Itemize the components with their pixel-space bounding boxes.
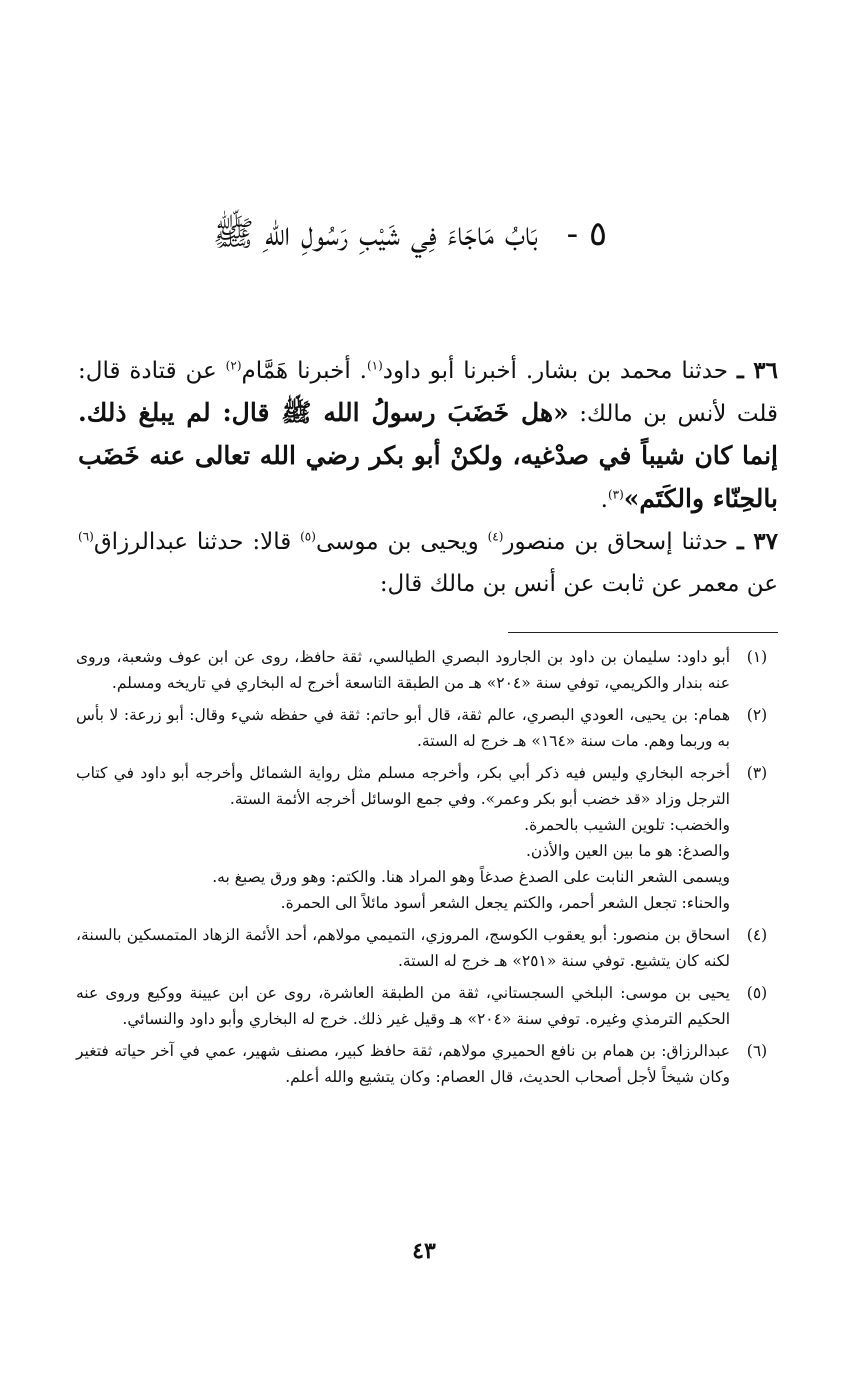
footnote-text bbox=[76, 644, 730, 696]
footnote-text bbox=[76, 760, 730, 916]
footnote-ref: (٤) bbox=[487, 529, 504, 544]
footnote-divider bbox=[508, 632, 778, 633]
page-number: ٤٣ bbox=[412, 1238, 436, 1264]
isnad-text: عن معمر عن ثابت عن أنس بن مالك قال: bbox=[379, 571, 778, 597]
footnote-number: (٣) bbox=[746, 764, 768, 782]
isnad-text: عن قتادة قال: قلت لأنس بن مالك: bbox=[78, 358, 779, 427]
footnote-line: أخرجه البخاري وليس فيه ذكر أبي بكر، وأخرجه مسلم مثل رواية الشمائل وأخرجه أبو داود في كتاب الترجل وزاد «قد خضب أبو بكر وعمر». وفي جمع الوسائل أخرجه الأئمة الستة. bbox=[76, 764, 730, 808]
footnote-ref: (١) bbox=[366, 358, 383, 373]
footnote-line: همام: بن يحيى، العودي البصري، عالم ثقة، قال أبو حاتم: ثقة في حفظه شيء وقال: أبو زرعة: لا بأس به وربما وهم. مات سنة «١٦٤» هـ خرج له الستة. bbox=[76, 706, 730, 750]
footnote-ref: (٦) bbox=[78, 529, 94, 544]
footnote-line: والخضب: تلوين الشيب بالحمرة. bbox=[524, 816, 730, 834]
hadith-number: ٣٦ ـ bbox=[736, 357, 779, 384]
chapter-heading bbox=[150, 208, 670, 260]
footnote-text bbox=[76, 702, 730, 754]
footnote-number: (٢) bbox=[746, 706, 768, 724]
footnote-number: (٦) bbox=[746, 1042, 768, 1060]
footnote-number: (١) bbox=[746, 648, 768, 666]
footnote-line: اسحاق بن منصور: أبو يعقوب الكوسج، المروزي، التميمي مولاهم، أحد الأئمة الزهاد المتمسكين بالسنة، لكنه كان يتشيع. توفي سنة «٢٥١» هـ خرج له الستة. bbox=[76, 926, 730, 970]
footnote-ref: (٥) bbox=[300, 529, 316, 544]
hadith-number: ٣٧ ـ bbox=[736, 528, 779, 555]
chapter-title: بَابُ مَاجَاءَ فِي شَيْبِ رَسُولِ اللهِ ﷺ bbox=[212, 214, 538, 254]
isnad-text: حدثنا محمد بن بشار. أخبرنا أبو داود bbox=[382, 358, 729, 384]
footnote-2 bbox=[76, 702, 784, 754]
footnote-line: والصدغ: هو ما بين العين والأذن. bbox=[525, 842, 730, 860]
footnote-1 bbox=[76, 644, 784, 696]
hadith-matn: «هل خَضَبَ رسولُ الله ﷺ قال: لم يبلغ ذلك. إنما كان شيباً في صدْغيه، ولكنْ أبو بكر رضي الله تعالى عنه خَضَب بالحِنّاء والكَتَم» bbox=[78, 398, 778, 513]
footnote-5 bbox=[76, 980, 784, 1032]
footnote-text bbox=[76, 1038, 730, 1090]
footnote-6 bbox=[76, 1038, 784, 1090]
footnote-text bbox=[76, 980, 730, 1032]
hadith-37 bbox=[78, 521, 778, 605]
footnote-number: (٥) bbox=[746, 984, 768, 1002]
hadith-36 bbox=[78, 350, 778, 521]
footnote-3 bbox=[76, 760, 784, 916]
isnad-text: قالا: حدثنا عبدالرزاق bbox=[93, 529, 301, 555]
sentence-end: . bbox=[600, 487, 608, 513]
footnote-line: ويسمى الشعر النابت على الصدغ صدغاً وهو المراد هنا. والكتم: وهو ورق يصبغ به. bbox=[212, 868, 730, 886]
footnote-ref: (٣) bbox=[607, 487, 624, 502]
main-text bbox=[78, 350, 778, 605]
footnote-number: (٤) bbox=[746, 926, 768, 944]
footnote-line: والحناء: تجعل الشعر أحمر، والكتم يجعل الشعر أسود مائلاً الى الحمرة. bbox=[280, 894, 730, 912]
footnote-line: يحيى بن موسى: البلخي السجستاني، ثقة من الطبقة العاشرة، روى عن ابن عيينة ووكيع وروى عنه الحكيم الترمذي وغيره. توفي سنة «٢٠٤» هـ وقيل غير ذلك. خرج له البخاري وأبو داود والنسائي. bbox=[76, 984, 730, 1028]
isnad-text: . أخبرنا هَمَّام bbox=[241, 358, 367, 384]
isnad-text: حدثنا إسحاق بن منصور bbox=[503, 529, 729, 555]
footnote-ref: (٢) bbox=[225, 358, 242, 373]
footnote-line: عبدالرزاق: بن همام بن نافع الحميري مولاهم، ثقة حافظ كبير، مصنف شهير، عمي في آخر حياته فتغير وكان شيخاً لأجل أصحاب الحديث، قال العصام: وكان يتشيع والله أعلم. bbox=[76, 1042, 730, 1086]
footnotes bbox=[76, 644, 784, 1096]
isnad-text: ويحيى بن موسى bbox=[315, 529, 488, 555]
footnote-4 bbox=[76, 922, 784, 974]
footnote-text bbox=[76, 922, 730, 974]
chapter-number: ٥ - bbox=[566, 214, 608, 254]
footnote-line: أبو داود: سليمان بن داود بن الجارود البصري الطيالسي، ثقة حافظ، روى عن ابن عوف وشعبة، وروى عنه بندار والكريمي، توفي سنة «٢٠٤» هـ من الطبقة التاسعة أخرج له البخاري في تاريخه ومسلم. bbox=[76, 648, 730, 692]
